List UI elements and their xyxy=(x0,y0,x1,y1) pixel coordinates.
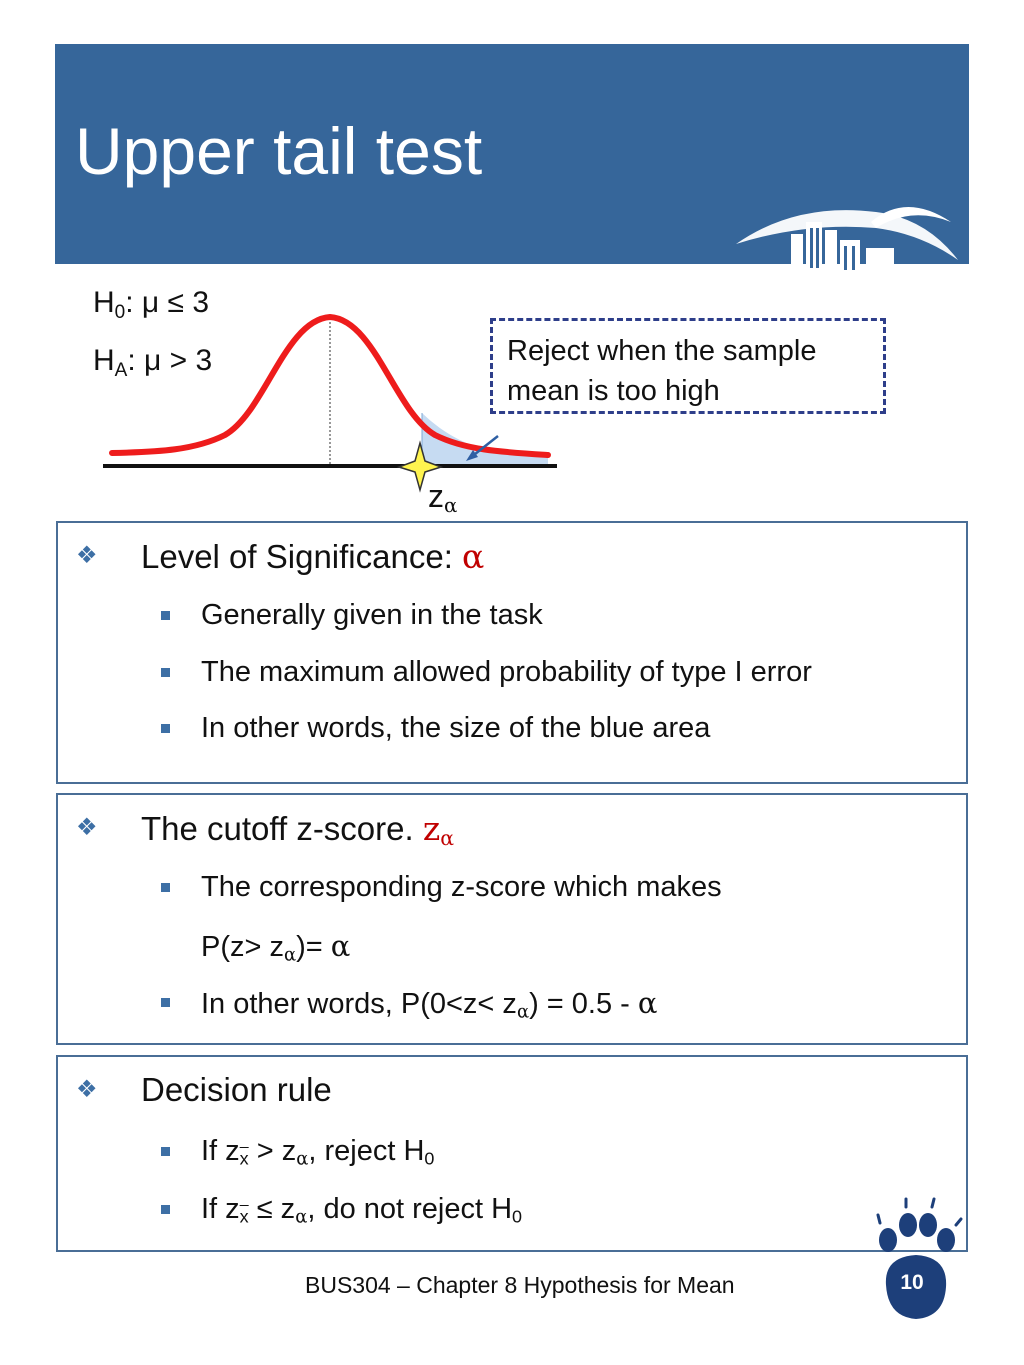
significance-panel xyxy=(56,521,968,784)
critical-z-label: $z_\alpha$ xyxy=(428,478,458,517)
square-bullet-icon xyxy=(161,1147,170,1156)
page-title: Upper tail test xyxy=(75,114,483,188)
list-item: If $z_{\overline{x}} > z_\alpha$, reject $H_0$ xyxy=(58,1135,966,1175)
list-item: The corresponding z-score which makes xyxy=(58,871,966,911)
null-hypothesis: $H_0$: μ ≤ 3 xyxy=(93,286,210,323)
list-item: The maximum allowed probability of type I error xyxy=(58,656,966,696)
decision-panel xyxy=(56,1055,968,1252)
diamond-bullet-icon: ❖ xyxy=(76,542,98,569)
list-item: Generally given in the task xyxy=(58,599,966,639)
university-logo xyxy=(726,182,961,292)
page-number: 10 xyxy=(900,1271,924,1294)
significance-heading: ❖ Level of Significance: α xyxy=(76,537,485,576)
square-bullet-icon xyxy=(161,724,170,733)
diamond-bullet-icon: ❖ xyxy=(76,1076,98,1103)
list-item: In other words, the size of the blue area xyxy=(58,712,966,752)
title-banner xyxy=(55,44,969,264)
callout-box xyxy=(490,318,886,414)
alternative-hypothesis: $H_A$: μ > 3 xyxy=(93,344,213,381)
square-bullet-icon xyxy=(161,1205,170,1214)
footer-text: BUS304 – Chapter 8 Hypothesis for Mean xyxy=(305,1272,735,1298)
square-bullet-icon xyxy=(161,883,170,892)
cutoff-heading: ❖ The cutoff z-score. $z_\alpha$ xyxy=(76,809,455,851)
callout-text: Reject when the sample mean is too high xyxy=(507,335,817,407)
square-bullet-icon xyxy=(161,668,170,677)
cutoff-panel xyxy=(56,793,968,1045)
list-item-continuation: $P(z> z_\alpha)= \alpha$ xyxy=(201,929,351,966)
diamond-bullet-icon: ❖ xyxy=(76,814,98,841)
paw-print-icon xyxy=(866,1195,966,1325)
square-bullet-icon xyxy=(161,611,170,620)
list-item: If $z_{\overline{x}} \le z_\alpha$, do not reject $H_0$ xyxy=(58,1193,966,1233)
list-item: In other words, $P(0<z< z_\alpha) = 0.5 - \alpha$ xyxy=(58,986,966,1026)
decision-heading: ❖ Decision rule xyxy=(76,1071,332,1108)
square-bullet-icon xyxy=(161,998,170,1007)
